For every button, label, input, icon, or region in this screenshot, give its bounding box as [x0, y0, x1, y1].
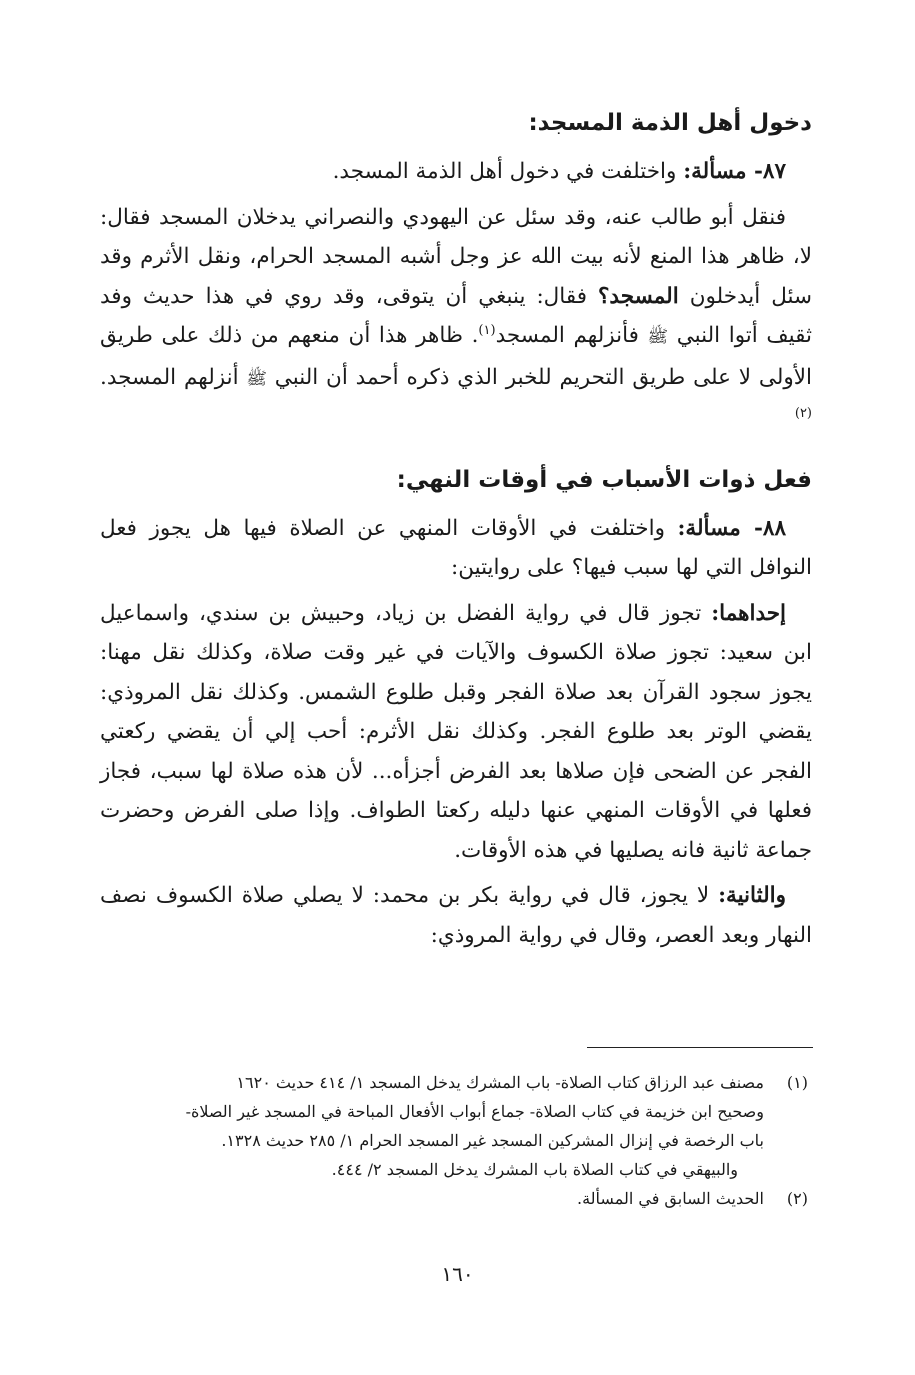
- body-87-bold-word: المسجد؟: [598, 283, 679, 309]
- footnote-1-text: [100, 1068, 764, 1184]
- riwaya-first-text: تجوز قال في رواية الفضل بن زياد، وحبيش بن سندي، واسماعيل ابن سعيد: تجوز صلاة الكسوف والآيات في غير وقت صلاة، وكذلك نقل مهنا: يجوز سجود القرآن بعد صلاة الفجر وقبل طلوع الشمس. وكذلك نقل المروذي: يقضي الوتر بعد طلوع الفجر. وكذلك نقل الأثرم: أحب إلي أن يقضي ركعتي الفجر عن الضحى فإن صلاها بعد الفرض أجزأه... لأن هذه صلاة لها سبب، فجاز فعلها في الأوقات المنهي عنها دليله ركعتا الطواف. وإذا صلى الفرض وحضرت جماعة ثانية فانه يصليها في هذه الأوقات.: [100, 600, 812, 863]
- riwaya-second: [100, 876, 812, 955]
- page-body: [100, 100, 812, 961]
- footnote-1-line-1: مصنف عبد الرزاق كتاب الصلاة- باب المشرك يدخل المسجد ١/ ٤١٤ حديث ١٦٢٠: [236, 1073, 764, 1092]
- footnote-ref-1: (١): [478, 322, 496, 338]
- footnote-separator: [587, 1047, 813, 1048]
- body-87-part4: . ظاهر هذا أن منعهم من ذلك على طريق الأولى لا على طريق التحريم للخبر الذي ذكره أحمد أن النبي: [100, 323, 812, 390]
- question-88-number: ٨٨- مسألة:: [677, 515, 786, 541]
- riwaya-first: [100, 594, 812, 871]
- question-87-text: واختلفت في دخول أهل الذمة المسجد.: [332, 159, 684, 184]
- body-87-part5: أنزلهم المسجد.: [100, 364, 247, 390]
- footnote-2-text: [100, 1184, 764, 1213]
- question-87: [100, 152, 812, 192]
- footnote-1-number: (١): [786, 1073, 808, 1092]
- footnotes: [100, 1068, 812, 1213]
- riwaya-first-label: إحداهما:: [711, 600, 786, 626]
- footnote-1-line-4: والبيهقي في كتاب الصلاة باب المشرك يدخل المسجد ٢/ ٤٤٤.: [331, 1160, 738, 1179]
- body-87-part2: فقال: ينبغي أن يتوقى، وقد روي في هذا حديث وفد ثقيف أتوا النبي: [100, 283, 812, 348]
- question-88-text: واختلفت في الأوقات المنهي عن الصلاة فيها هل يجوز فعل النوافل التي لها سبب فيها؟ على روايتين:: [100, 515, 812, 580]
- footnote-2: [100, 1184, 812, 1213]
- page-number: ١٦٠: [441, 1262, 474, 1286]
- footnote-2-number: (٢): [786, 1189, 808, 1208]
- footnote-1-line-3: باب الرخصة في إنزال المشركين المسجد غير المسجد الحرام ١/ ٢٨٥ حديث ١٣٢٨.: [221, 1131, 764, 1150]
- footnote-ref-2: (٢): [794, 405, 812, 421]
- footnote-2-line-1: الحديث السابق في المسألة.: [577, 1189, 764, 1208]
- body-87-part1: فنقل أبو طالب عنه، وقد سئل عن اليهودي والنصراني يدخلان المسجد فقال: لا، ظاهر هذا المنع لأنه بيت الله عز وجل أشبه المسجد الحرام، ونقل الأثرم وقد سئل أيدخلون: [100, 204, 812, 309]
- section-heading-prohibited-times: فعل ذوات الأسباب في أوقات النهي:: [396, 466, 812, 493]
- section-heading-dhimmi-mosque: دخول أهل الذمة المسجد:: [528, 110, 812, 136]
- question-87-number: ٨٧- مسألة:: [683, 159, 786, 184]
- body-87-part3: فأنزلهم المسجد: [495, 323, 648, 348]
- footnote-1-line-2: وصحيح ابن خزيمة في كتاب الصلاة- جماع أبواب الأفعال المباحة في المسجد غير الصلاة-: [185, 1102, 764, 1121]
- pbuh-ligature: ﷺ: [647, 327, 669, 347]
- question-87-body: [100, 198, 812, 439]
- question-88: [100, 509, 812, 588]
- pbuh-ligature-2: ﷺ: [246, 368, 267, 389]
- footnote-1: [100, 1068, 812, 1184]
- riwaya-second-text: لا يجوز، قال في رواية بكر بن محمد: لا يصلي صلاة الكسوف نصف النهار وبعد العصر، وقال في رواية المروذي:: [100, 883, 812, 948]
- riwaya-second-label: والثانية:: [718, 883, 786, 908]
